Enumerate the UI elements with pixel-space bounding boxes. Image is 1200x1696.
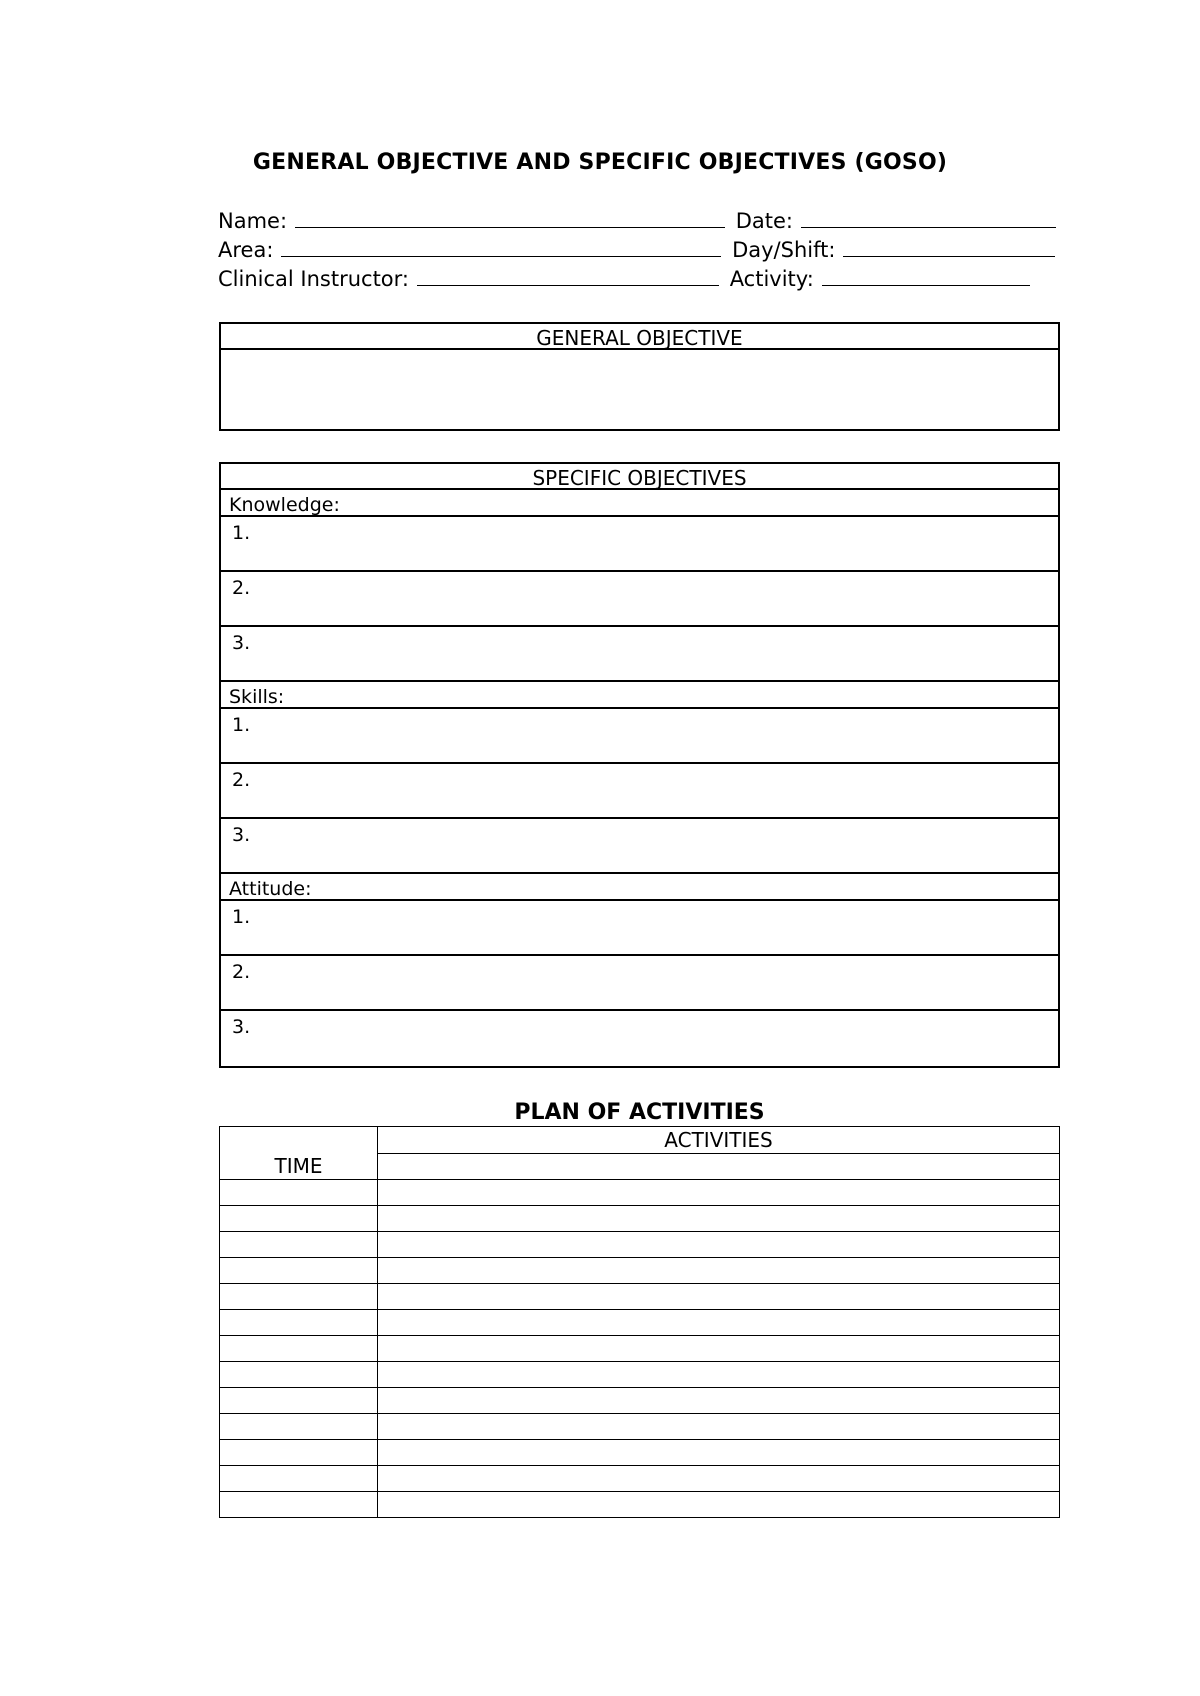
general-objective-box — [219, 322, 1060, 431]
time-cell[interactable] — [220, 1336, 378, 1362]
table-row — [220, 1414, 1060, 1440]
instructor-field[interactable] — [417, 267, 719, 286]
time-cell[interactable] — [220, 1492, 378, 1518]
instructor-label: Clinical Instructor: — [218, 267, 409, 291]
knowledge-label: Knowledge: — [221, 490, 1058, 517]
activity-cell[interactable] — [378, 1362, 1060, 1388]
table-row — [220, 1388, 1060, 1414]
area-field[interactable] — [281, 238, 721, 257]
skills-item-3[interactable]: 3. — [221, 819, 1058, 874]
table-row — [220, 1232, 1060, 1258]
activity-cell[interactable] — [378, 1206, 1060, 1232]
activities-header: ACTIVITIES — [378, 1127, 1060, 1154]
time-cell[interactable] — [220, 1180, 378, 1206]
time-cell[interactable] — [220, 1258, 378, 1284]
skills-label: Skills: — [221, 682, 1058, 709]
plan-title: PLAN OF ACTIVITIES — [514, 1100, 765, 1125]
field-row-instructor-activity — [218, 266, 1034, 292]
attitude-item-2[interactable]: 2. — [221, 956, 1058, 1011]
field-row-area-dayshift — [218, 237, 1059, 263]
date-label: Date: — [735, 209, 793, 233]
activity-cell[interactable] — [378, 1492, 1060, 1518]
table-row — [220, 1492, 1060, 1518]
specific-objectives-box — [219, 462, 1060, 1068]
time-cell[interactable] — [220, 1362, 378, 1388]
skills-item-1[interactable]: 1. — [221, 709, 1058, 764]
name-field[interactable] — [295, 209, 725, 228]
table-row — [220, 1258, 1060, 1284]
time-cell[interactable] — [220, 1388, 378, 1414]
activity-cell[interactable] — [378, 1180, 1060, 1206]
activities-subheader-cell[interactable] — [378, 1154, 1060, 1180]
time-cell[interactable] — [220, 1310, 378, 1336]
attitude-label: Attitude: — [221, 874, 1058, 901]
skills-item-2[interactable]: 2. — [221, 764, 1058, 819]
activity-cell[interactable] — [378, 1466, 1060, 1492]
knowledge-item-1[interactable]: 1. — [221, 517, 1058, 572]
name-label: Name: — [218, 209, 288, 233]
date-field[interactable] — [801, 209, 1056, 228]
dayshift-label: Day/Shift: — [732, 238, 836, 262]
activity-label: Activity: — [729, 267, 814, 291]
activity-cell[interactable] — [378, 1388, 1060, 1414]
time-cell[interactable] — [220, 1414, 378, 1440]
activity-cell[interactable] — [378, 1284, 1060, 1310]
specific-objectives-header: SPECIFIC OBJECTIVES — [221, 464, 1058, 490]
activity-cell[interactable] — [378, 1336, 1060, 1362]
general-objective-header: GENERAL OBJECTIVE — [221, 324, 1058, 350]
time-header: TIME — [220, 1127, 378, 1180]
table-row — [220, 1206, 1060, 1232]
table-row — [220, 1440, 1060, 1466]
table-row — [220, 1310, 1060, 1336]
time-cell[interactable] — [220, 1284, 378, 1310]
table-row — [220, 1466, 1060, 1492]
activity-cell[interactable] — [378, 1258, 1060, 1284]
table-row — [220, 1336, 1060, 1362]
activity-cell[interactable] — [378, 1310, 1060, 1336]
activity-cell[interactable] — [378, 1414, 1060, 1440]
table-row — [220, 1284, 1060, 1310]
knowledge-item-2[interactable]: 2. — [221, 572, 1058, 627]
dayshift-field[interactable] — [843, 238, 1055, 257]
activity-cell[interactable] — [378, 1440, 1060, 1466]
document-title: GENERAL OBJECTIVE AND SPECIFIC OBJECTIVES (GOSO) — [252, 150, 948, 175]
plan-table — [219, 1126, 1060, 1518]
general-objective-input[interactable] — [221, 350, 1058, 429]
time-cell[interactable] — [220, 1466, 378, 1492]
time-cell[interactable] — [220, 1440, 378, 1466]
time-cell[interactable] — [220, 1232, 378, 1258]
knowledge-item-3[interactable]: 3. — [221, 627, 1058, 682]
table-row — [220, 1362, 1060, 1388]
field-row-name-date — [218, 208, 1060, 234]
attitude-item-1[interactable]: 1. — [221, 901, 1058, 956]
area-label: Area: — [218, 238, 274, 262]
plan-header-row — [220, 1127, 1060, 1154]
time-cell[interactable] — [220, 1206, 378, 1232]
table-row — [220, 1180, 1060, 1206]
attitude-item-3[interactable]: 3. — [232, 1016, 251, 1038]
activity-field[interactable] — [822, 267, 1030, 286]
activity-cell[interactable] — [378, 1232, 1060, 1258]
